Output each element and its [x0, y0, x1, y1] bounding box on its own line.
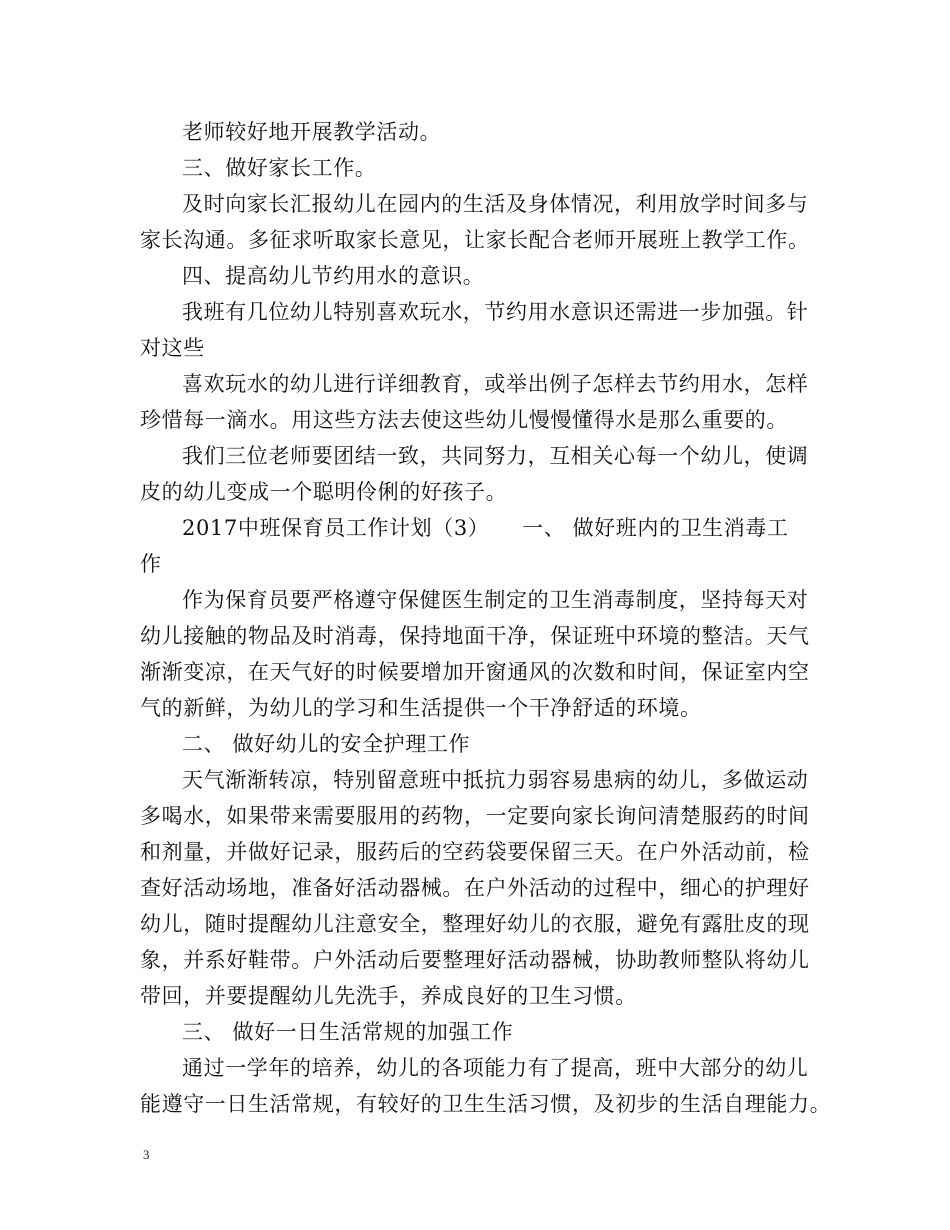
text-line: 作 — [140, 552, 162, 576]
text-line: 通过一学年的培养，幼儿的各项能力有了提高，班中大部分的幼儿 — [182, 1056, 809, 1080]
section-heading: 三、做好家长工作。 — [182, 156, 377, 180]
text-line: 幼儿接触的物品及时消毒，保持地面干净，保证班中环境的整洁。天气 — [140, 624, 810, 648]
text-line: 家长沟通。多征求听取家长意见，让家长配合老师开展班上教学工作。 — [140, 228, 810, 252]
text-line: 和剂量，并做好记录，服药后的空药袋要保留三天。在户外活动前，检 — [140, 840, 810, 864]
page-number: 3 — [143, 1147, 150, 1162]
text-line: 幼儿，随时提醒幼儿注意安全，整理好幼儿的衣服，避免有露肚皮的现 — [140, 912, 810, 936]
section-heading: 2017中班保育员工作计划（3） 一、 做好班内的卫生消毒工 — [182, 516, 789, 540]
section-heading: 四、提高幼儿节约用水的意识。 — [182, 264, 485, 288]
text-line: 天气渐渐转凉，特别留意班中抵抗力弱容易患病的幼儿，多做运动 — [182, 768, 809, 792]
text-line: 查好活动场地，准备好活动器械。在户外活动的过程中，细心的护理好 — [140, 876, 810, 900]
text-line: 珍惜每一滴水。用这些方法去使这些幼儿慢慢懂得水是那么重要的。 — [140, 408, 788, 432]
text-line: 及时向家长汇报幼儿在园内的生活及身体情况，利用放学时间多与 — [182, 192, 809, 216]
text-line: 作为保育员要严格遵守保健医生制定的卫生消毒制度，坚持每天对 — [182, 588, 809, 612]
text-line: 我们三位老师要团结一致，共同努力，互相关心每一个幼儿，使调 — [182, 444, 809, 468]
text-line: 多喝水，如果带来需要服用的药物，一定要向家长询问清楚服药的时间 — [140, 804, 810, 828]
text-line: 我班有几位幼儿特别喜欢玩水，节约用水意识还需进一步加强。针 — [182, 300, 809, 324]
text-line: 象，并系好鞋带。户外活动后要整理好活动器械，协助教师整队将幼儿 — [140, 948, 810, 972]
text-line: 带回，并要提醒幼儿先洗手，养成良好的卫生习惯。 — [140, 984, 637, 1008]
text-line: 渐渐变凉，在天气好的时候要增加开窗通风的次数和时间，保证室内空 — [140, 660, 810, 684]
text-line: 气的新鲜，为幼儿的学习和生活提供一个干净舒适的环境。 — [140, 696, 702, 720]
section-heading: 二、 做好幼儿的安全护理工作 — [182, 732, 471, 756]
section-heading: 三、 做好一日生活常规的加强工作 — [182, 1020, 514, 1044]
text-line: 对这些 — [140, 336, 205, 360]
text-line: 能遵守一日生活常规，有较好的卫生生活习惯，及初步的生活自理能力。 — [140, 1092, 832, 1116]
text-line: 老师较好地开展教学活动。 — [182, 120, 442, 144]
text-line: 喜欢玩水的幼儿进行详细教育，或举出例子怎样去节约用水，怎样 — [182, 372, 809, 396]
text-line: 皮的幼儿变成一个聪明伶俐的好孩子。 — [140, 480, 508, 504]
